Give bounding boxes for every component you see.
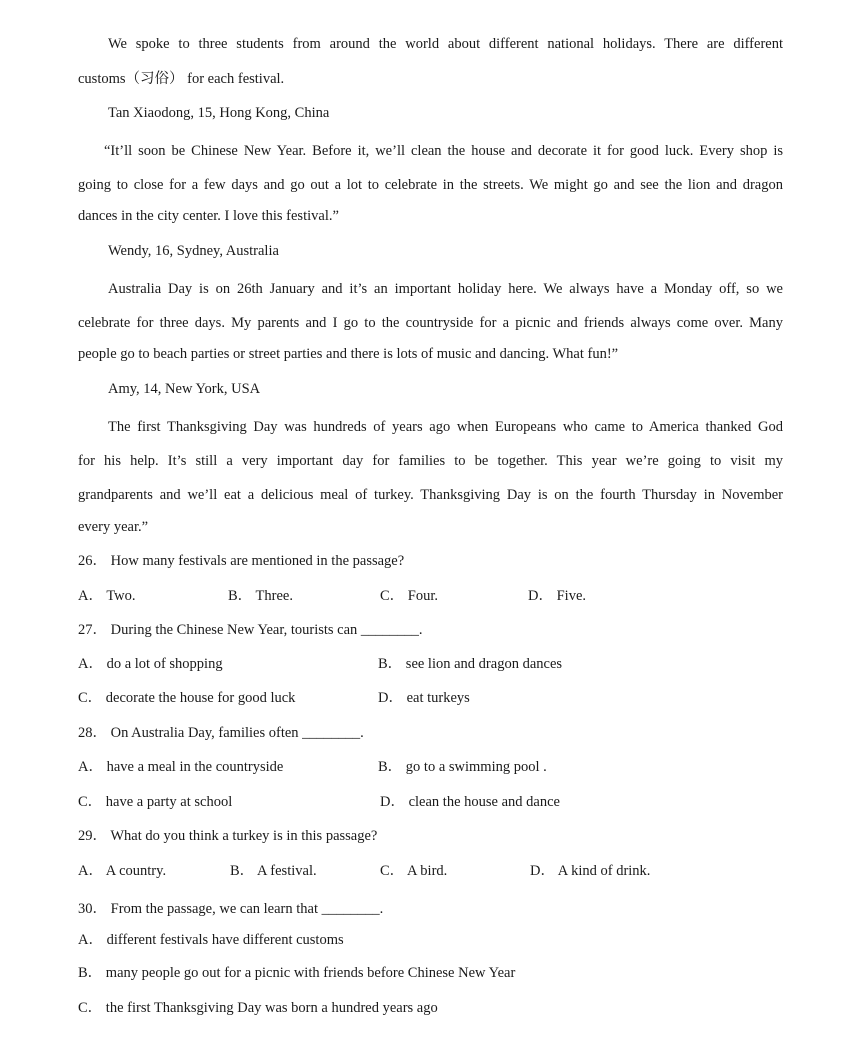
student-1-para-line-1: “It’ll soon be Chinese New Year. Before it, we’ll clean the house and decorate it for good luck. Every shop is [104, 143, 783, 159]
student-1-para-line-3: dances in the city center. I love this festival.” [78, 208, 339, 224]
student-3-para-line-2: for his help. It’s still a very important day for families to be together. This year we’re going to visit my [78, 453, 783, 469]
question-26-option-c[interactable]: C． Four. [380, 588, 439, 604]
question-27-option-c[interactable]: C． decorate the house for good luck [78, 690, 296, 706]
question-29-option-c[interactable]: C． A bird. [380, 863, 448, 879]
question-29-option-d[interactable]: D． A kind of drink. [530, 863, 651, 879]
student-2-para-line-1: Australia Day is on 26th January and it’s an important holiday here. We always have a Monday off, so we [108, 281, 783, 297]
student-1-para-line-2: going to close for a few days and go out a lot to celebrate in the streets. We might go and see the lion and dragon [78, 177, 783, 193]
question-29-option-b[interactable]: B． A festival. [230, 863, 317, 879]
student-3-para-line-1: The first Thanksgiving Day was hundreds of years ago when Europeans who came to America thanked God [108, 419, 783, 435]
question-30-option-b[interactable]: B． many people go out for a picnic with friends before Chinese New Year [78, 965, 516, 981]
question-27-option-d[interactable]: D． eat turkeys [378, 690, 470, 706]
student-3-name: Amy, 14, New York, USA [108, 381, 261, 397]
question-28-option-c[interactable]: C． have a party at school [78, 794, 233, 810]
question-27-option-b[interactable]: B． see lion and dragon dances [378, 656, 563, 672]
question-30-option-c[interactable]: C． the first Thanksgiving Day was born a hundred years ago [78, 1000, 438, 1016]
question-28-option-d[interactable]: D． clean the house and dance [380, 794, 560, 810]
question-29-option-a[interactable]: A． A country. [78, 863, 167, 879]
question-27-stem: 27． During the Chinese New Year, tourists can ________. [78, 622, 423, 638]
intro-line-2: customs（习俗） for each festival. [78, 71, 285, 87]
question-27-option-a[interactable]: A． do a lot of shopping [78, 656, 223, 672]
question-30-option-a[interactable]: A． different festivals have different customs [78, 932, 344, 948]
question-26-option-b[interactable]: B． Three. [228, 588, 293, 604]
question-30-stem: 30． From the passage, we can learn that ________. [78, 901, 384, 917]
student-1-name: Tan Xiaodong, 15, Hong Kong, China [108, 105, 330, 121]
student-2-para-line-2: celebrate for three days. My parents and I go to the countryside for a picnic and friends always come over. Many [78, 315, 783, 331]
question-29-stem: 29． What do you think a turkey is in this passage? [78, 828, 378, 844]
question-28-option-b[interactable]: B． go to a swimming pool . [378, 759, 547, 775]
student-3-para-line-4: every year.” [78, 519, 149, 535]
student-2-para-line-3: people go to beach parties or street parties and there is lots of music and dancing. What fun!” [78, 346, 619, 362]
student-2-name: Wendy, 16, Sydney, Australia [108, 243, 279, 259]
question-28-option-a[interactable]: A． have a meal in the countryside [78, 759, 284, 775]
student-3-para-line-3: grandparents and we’ll eat a delicious meal of turkey. Thanksgiving Day is on the fourth Thursday in November [78, 487, 783, 503]
question-26-stem: 26． How many festivals are mentioned in the passage? [78, 553, 405, 569]
question-28-stem: 28． On Australia Day, families often ________. [78, 725, 364, 741]
question-26-option-d[interactable]: D． Five. [528, 588, 586, 604]
intro-line-1: We spoke to three students from around the world about different national holidays. There are different [108, 36, 783, 52]
question-26-option-a[interactable]: A． Two. [78, 588, 136, 604]
